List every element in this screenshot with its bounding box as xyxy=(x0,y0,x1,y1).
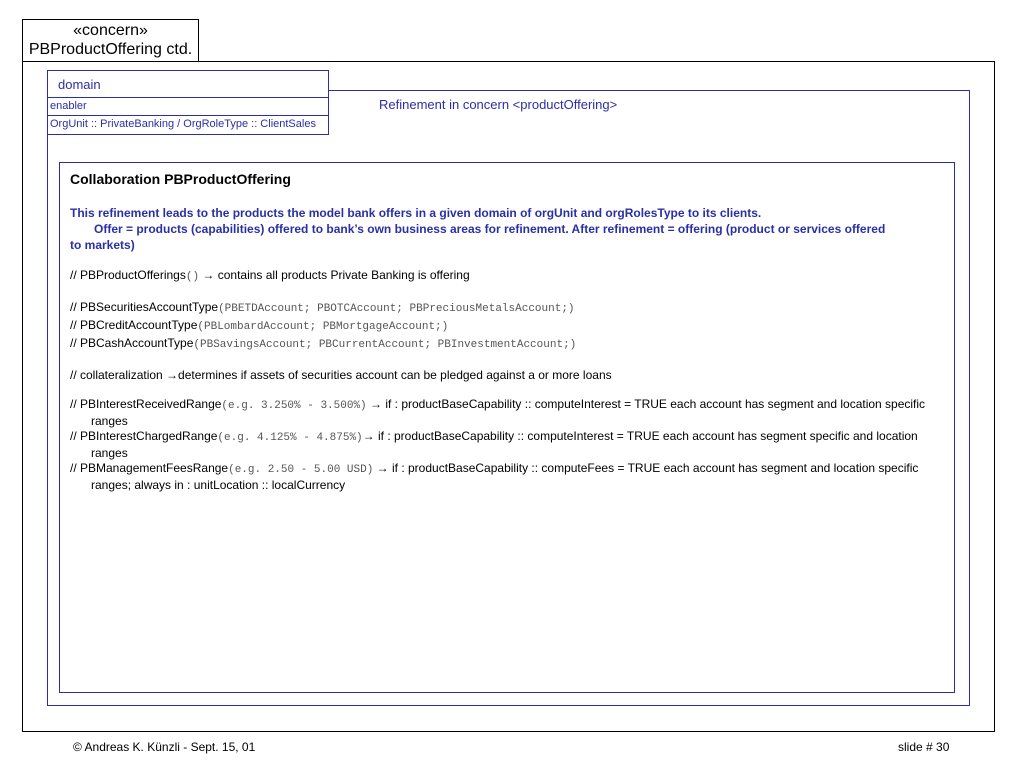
type-line xyxy=(70,299,944,317)
offerings-prefix: // PBProductOfferings xyxy=(70,268,186,282)
intro-text xyxy=(70,205,944,253)
offerings-line xyxy=(70,267,944,285)
slide-number: slide # 30 xyxy=(898,740,950,754)
range-suffix: → if : productBaseCapability :: computeFees = TRUE each account has segment and location specific ranges; always in : unitLocation :: localCurrency xyxy=(91,461,919,492)
offerings-code: () xyxy=(185,271,200,283)
type-prefix: // PBSecuritiesAccountType xyxy=(70,300,219,314)
collaboration-title: Collaboration PBProductOffering xyxy=(70,171,291,187)
range-line xyxy=(70,429,944,461)
intro-line-2: Offer = products (capabilities) offered to bank’s own business areas for refinement. After refinement = offering (product or services offered xyxy=(94,222,886,236)
range-prefix: // PBInterestReceivedRange xyxy=(70,397,222,411)
page-title: PBProductOffering ctd. xyxy=(28,41,193,58)
org-path-label: OrgUnit :: PrivateBanking / OrgRoleType :: ClientSales xyxy=(50,118,316,130)
type-code: (PBLombardAccount; PBMortgageAccount;) xyxy=(197,321,449,333)
stereotype-label: «concern» xyxy=(73,22,148,39)
range-code: (e.g. 2.50 - 5.00 USD) xyxy=(228,464,374,476)
range-prefix: // PBManagementFeesRange xyxy=(70,461,229,475)
footer-copyright: © Andreas K. Künzli - Sept. 15, 01 xyxy=(73,740,256,754)
domain-table xyxy=(47,70,329,135)
range-suffix: → if : productBaseCapability :: computeInterest = TRUE each account has segment specific and location ranges xyxy=(91,429,918,460)
intro-line-3: to markets) xyxy=(70,238,135,252)
concern-header-box xyxy=(22,19,199,62)
range-line xyxy=(70,461,944,493)
domain-label: domain xyxy=(48,71,328,98)
range-prefix: // PBInterestChargedRange xyxy=(70,429,218,443)
refinement-title: Refinement in concern <productOffering> xyxy=(379,97,618,112)
collateralization-line: // collateralization →determines if assets of securities account can be pledged against a or more loans xyxy=(70,368,612,382)
range-line xyxy=(70,397,944,429)
type-prefix: // PBCreditAccountType xyxy=(70,318,198,332)
offerings-suffix: → contains all products Private Banking is offering xyxy=(199,268,470,282)
range-suffix: → if : productBaseCapability :: computeInterest = TRUE each account has segment and location specific ranges xyxy=(91,397,926,428)
intro-line-1: This refinement leads to the products the model bank offers in a given domain of orgUnit and orgRolesType to its clients. xyxy=(70,206,762,220)
type-code: (PBETDAccount; PBOTCAccount; PBPreciousMetalsAccount;) xyxy=(218,303,575,315)
type-prefix: // PBCashAccountType xyxy=(70,336,194,350)
range-code: (e.g. 4.125% - 4.875%) xyxy=(217,432,363,444)
collaboration-frame xyxy=(59,162,955,693)
type-code: (PBSavingsAccount; PBCurrentAccount; PBInvestmentAccount;) xyxy=(193,339,577,351)
type-line xyxy=(70,335,944,353)
type-line xyxy=(70,317,944,335)
enabler-label: enabler xyxy=(48,98,328,116)
range-code: (e.g. 3.250% - 3.500%) xyxy=(221,400,367,412)
